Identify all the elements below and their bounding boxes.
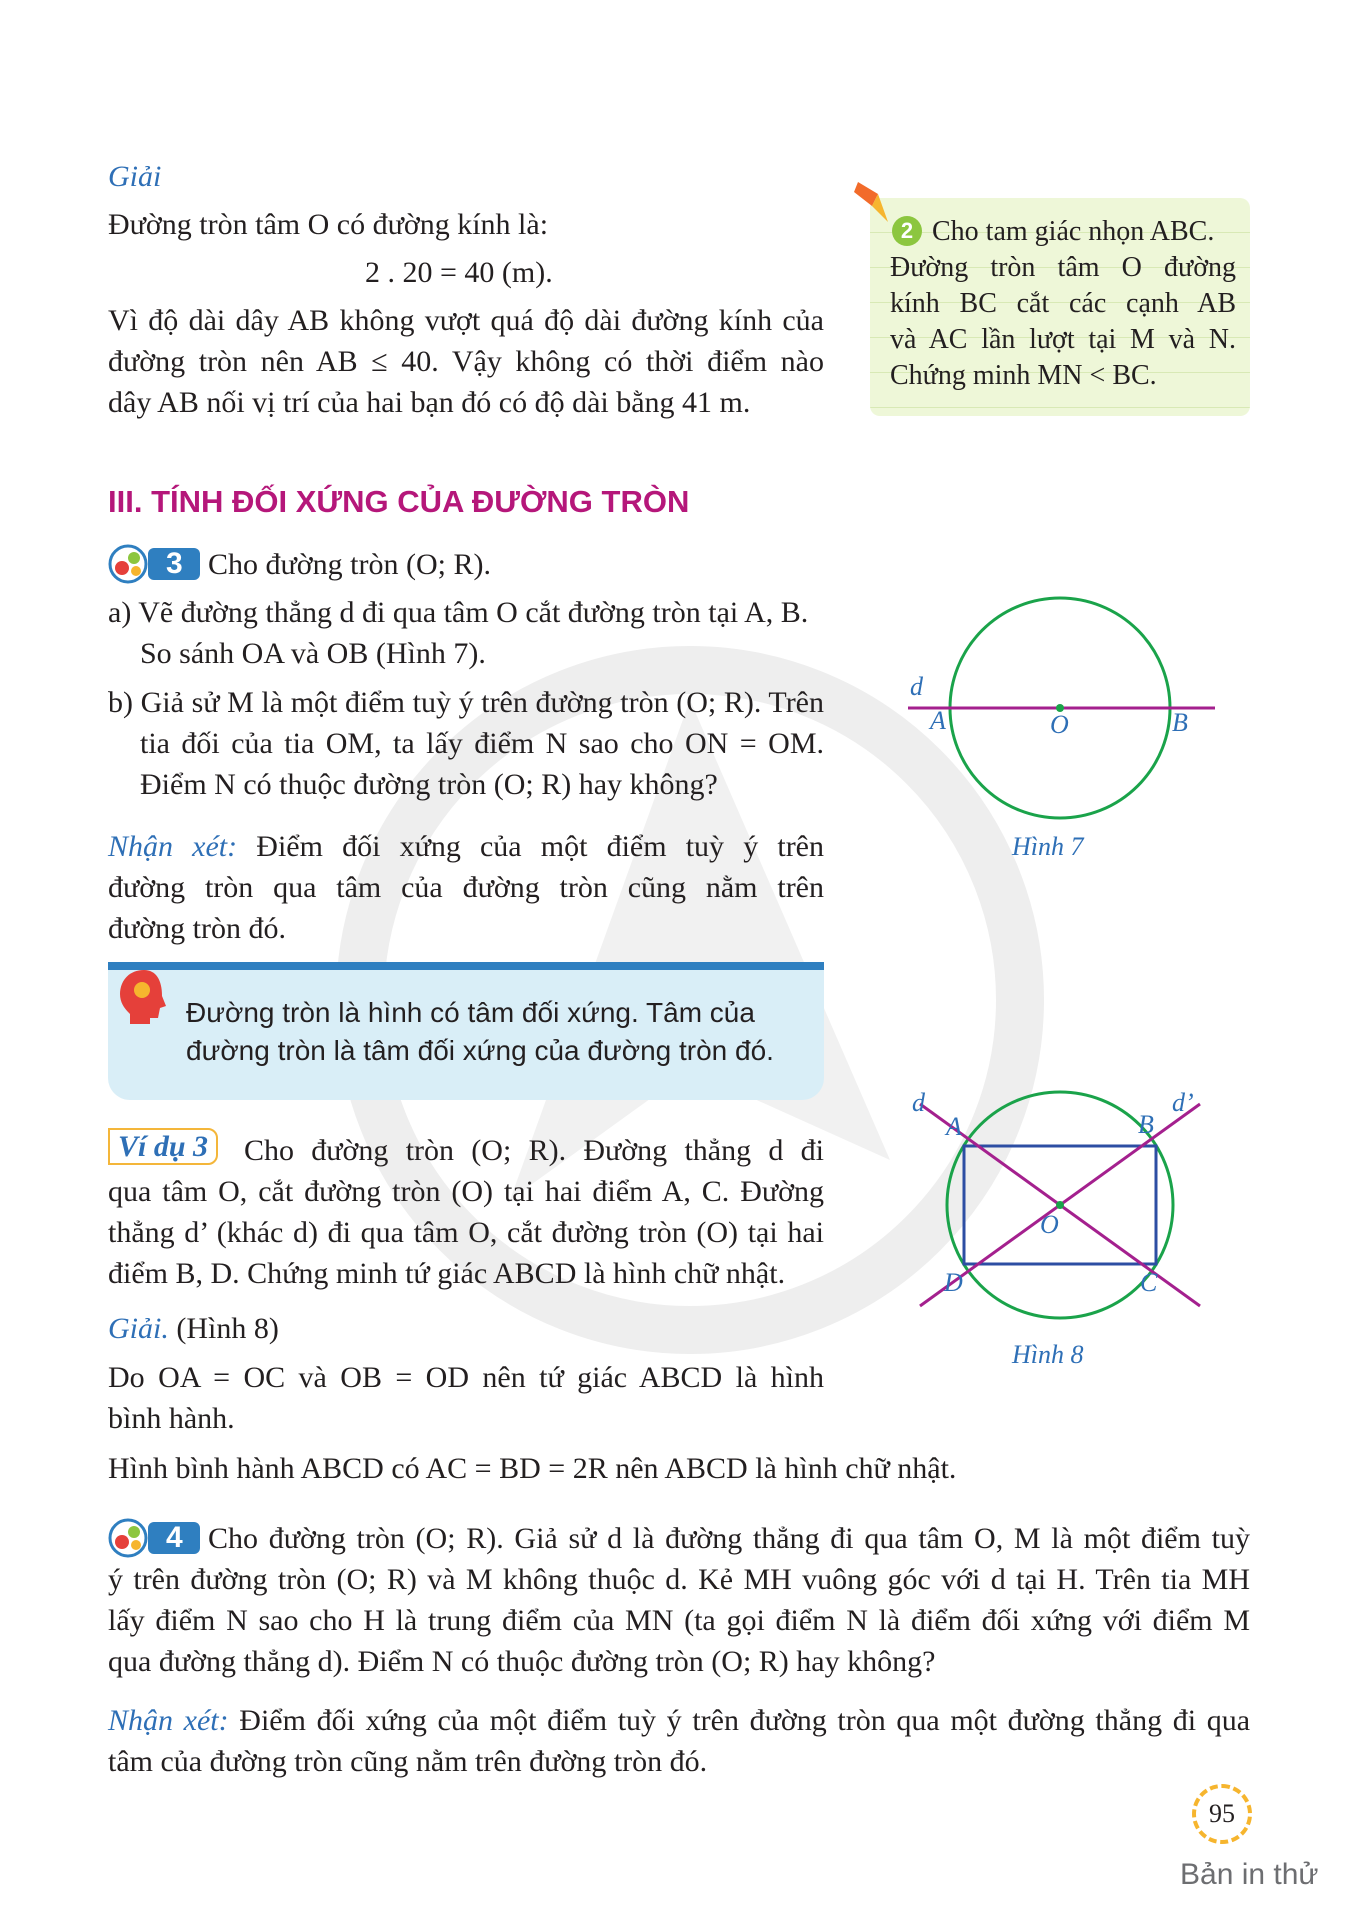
activity-4-number: 4: [166, 1521, 183, 1554]
practice-line-5: Chứng minh MN < BC.: [890, 360, 1157, 391]
solution-para-line-3: dây AB nối vị trí của hai bạn đó có độ dài bằng 41 m.: [108, 386, 751, 419]
solution-label: Giải: [108, 160, 162, 193]
example-3-line-1: Cho đường tròn (O; R). Đường thẳng d đi: [244, 1134, 824, 1167]
remark-1-line-3: đường tròn đó.: [108, 912, 286, 945]
remark-1-text-1: Điểm đối xứng của một điểm tuỳ ý trên: [256, 830, 825, 863]
remark-2-line-1: [108, 1700, 1250, 1741]
figure-8-label-o: O: [1040, 1210, 1059, 1239]
figure-7-label-b: B: [1172, 708, 1188, 737]
example-3-solution-line-1: Do OA = OC và OB = OD nên tứ giác ABCD là hình: [108, 1361, 824, 1394]
remark-2-text-1: Điểm đối xứng của một điểm tuỳ ý trên đường tròn qua một đường thẳng đi qua: [239, 1704, 1251, 1737]
practice-line-1: Cho tam giác nhọn ABC.: [932, 216, 1215, 247]
activity-3-b-line-1: b) Giả sử M là một điểm tuỳ ý trên đường tròn (O; R). Trên: [108, 686, 824, 719]
solution-formula: 2 . 20 = 40 (m).: [365, 256, 553, 289]
activity-3-b-line-2: tia đối của tia OM, ta lấy điểm N sao cho ON = OM.: [140, 727, 824, 760]
example-3-line-3: thẳng d’ (khác d) đi qua tâm O, cắt đường tròn (O) tại hai: [108, 1216, 824, 1249]
solution-para-line-1: Vì độ dài dây AB không vượt quá độ dài đường kính của: [108, 304, 824, 337]
figure-8-caption: Hình 8: [1012, 1340, 1084, 1369]
activity-4-line-4: qua đường thẳng d). Điểm N có thuộc đường tròn (O; R) hay không?: [108, 1645, 936, 1678]
remark-1-line-1: [108, 826, 824, 867]
example-3-solution-heading: [108, 1308, 279, 1349]
figure-7-label-d: d: [910, 672, 923, 701]
figure-8-label-c: C: [1140, 1268, 1158, 1297]
example-3-solution-line-2: bình hành.: [108, 1402, 235, 1435]
figure-8-label-d-prime: d’: [1172, 1088, 1194, 1117]
activity-3-a-line-1: a) Vẽ đường thẳng d đi qua tâm O cắt đường tròn tại A, B.: [108, 596, 809, 629]
figure-7-label-o: O: [1050, 710, 1069, 739]
pen-icon: [852, 178, 894, 232]
practice-number-badge: 2: [892, 216, 922, 246]
example-3-solution-label: Giải.: [108, 1312, 169, 1345]
footer-draft-label: Bản in thử: [1180, 1858, 1319, 1891]
activity-3-number: 3: [166, 547, 183, 580]
callout-line-1: Đường tròn là hình có tâm đối xứng. Tâm của: [186, 997, 755, 1028]
remark-2-label: Nhận xét:: [108, 1704, 229, 1737]
example-3-label: Ví dụ 3: [108, 1128, 218, 1165]
example-3-solution-ref: (Hình 8): [176, 1312, 279, 1345]
example-3-solution-line-3: Hình bình hành ABCD có AC = BD = 2R nên ABCD là hình chữ nhật.: [108, 1452, 957, 1485]
activity-3-intro: Cho đường tròn (O; R).: [208, 548, 491, 581]
gears-icon: [108, 1518, 202, 1558]
solution-para-line-2: đường tròn nên AB ≤ 40. Vậy không có thời điểm nào: [108, 345, 824, 378]
figure-8-label-a: A: [946, 1112, 962, 1141]
practice-line-3: kính BC cắt các cạnh AB: [890, 288, 1236, 319]
activity-4-line-2: ý trên đường tròn (O; R) và M không thuộc d. Kẻ MH vuông góc với d tại H. Trên tia MH: [108, 1563, 1250, 1596]
activity-4-line-3: lấy điểm N sao cho H là trung điểm của MN (ta gọi điểm N là điểm đối xứng với điểm M: [108, 1604, 1250, 1637]
activity-4-badge: [108, 1518, 202, 1558]
figure-8-center-dot: [1056, 1201, 1064, 1209]
solution-line-1: Đường tròn tâm O có đường kính là:: [108, 208, 549, 241]
activity-3-a-line-2: So sánh OA và OB (Hình 7).: [140, 637, 486, 670]
figure-7: [900, 590, 1230, 820]
activity-4-line-1: Cho đường tròn (O; R). Giả sử d là đường thẳng đi qua tâm O, M là một điểm tuỳ: [208, 1522, 1250, 1555]
practice-line-2: Đường tròn tâm O đường: [890, 252, 1236, 283]
idea-head-icon: [116, 966, 172, 1028]
remark-1-line-2: đường tròn qua tâm của đường tròn cũng nằm trên: [108, 871, 824, 904]
remark-1-label: Nhận xét:: [108, 830, 238, 863]
practice-line-4: và AC lần lượt tại M và N.: [890, 324, 1236, 355]
example-3-line-2: qua tâm O, cắt đường tròn (O) tại hai điểm A, C. Đường: [108, 1175, 824, 1208]
figure-8-label-b: B: [1138, 1110, 1154, 1139]
section-heading: III. TÍNH ĐỐI XỨNG CỦA ĐƯỜNG TRÒN: [108, 484, 690, 519]
figure-7-caption: Hình 7: [1012, 832, 1084, 861]
figure-8-label-d: d: [912, 1088, 925, 1117]
activity-3-b-line-3: Điểm N có thuộc đường tròn (O; R) hay không?: [140, 768, 718, 801]
remark-2-line-2: tâm của đường tròn cũng nằm trên đường tròn đó.: [108, 1745, 708, 1778]
figure-8-label-d-point: D: [944, 1268, 963, 1297]
page-number: 95: [1192, 1784, 1252, 1844]
gears-icon: [108, 544, 202, 584]
activity-3-badge: [108, 544, 202, 584]
figure-7-label-a: A: [930, 706, 946, 735]
example-3-label-wrap: [108, 1130, 218, 1164]
example-3-line-4: điểm B, D. Chứng minh tứ giác ABCD là hình chữ nhật.: [108, 1257, 786, 1290]
callout-line-2: đường tròn là tâm đối xứng của đường tròn đó.: [186, 1035, 774, 1066]
